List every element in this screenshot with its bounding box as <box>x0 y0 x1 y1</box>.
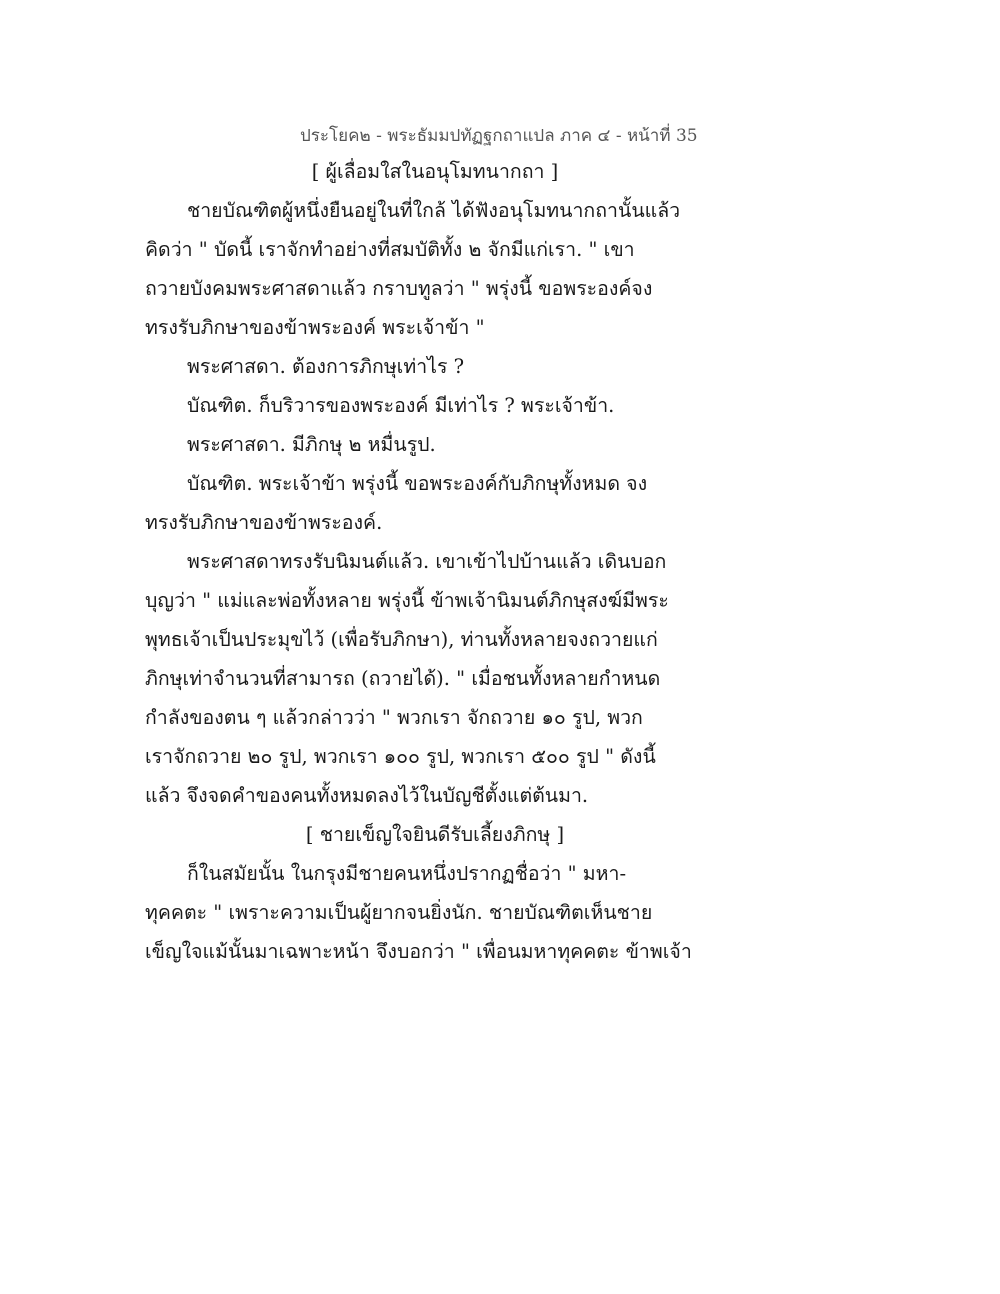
dialogue-line: บัณฑิต. ก็บริวารของพระองค์ มีเท่าไร ? พระเจ้าข้า. <box>187 394 615 417</box>
running-header: ประโยค๒ - พระธัมมปทัฏฐกถาแปล ภาค ๔ - หน้าที่ 35 <box>300 126 698 146</box>
paragraph-line: เราจักถวาย ๒๐ รูป, พวกเรา ๑๐๐ รูป, พวกเรา ๕๐๐ รูป " ดังนี้ <box>145 745 656 768</box>
section-heading: [ ชายเข็ญใจยินดีรับเลี้ยงภิกษุ ] <box>305 823 565 846</box>
paragraph-line: ถวายบังคมพระศาสดาแล้ว กราบทูลว่า " พรุ่งนี้ ขอพระองค์จง <box>145 277 653 300</box>
dialogue-line: บัณฑิต. พระเจ้าข้า พรุ่งนี้ ขอพระองค์กับภิกษุทั้งหมด จง <box>187 472 648 495</box>
dialogue-line: พระศาสดา. มีภิกษุ ๒ หมื่นรูป. <box>187 433 436 456</box>
paragraph-line: ทรงรับภิกษาของข้าพระองค์. <box>145 511 383 534</box>
paragraph-line: ภิกษุเท่าจำนวนที่สามารถ (ถวายได้). " เมื่อชนทั้งหลายกำหนด <box>145 667 661 690</box>
paragraph-line: กำลังของตน ๆ แล้วกล่าวว่า " พวกเรา จักถวาย ๑๐ รูป, พวก <box>145 706 643 729</box>
section-heading: [ ผู้เลื่อมใสในอนุโมทนากถา ] <box>311 160 559 183</box>
paragraph-line: พระศาสดาทรงรับนิมนต์แล้ว. เขาเข้าไปบ้านแล้ว เดินบอก <box>187 550 667 573</box>
paragraph-line: ชายบัณฑิตผู้หนึ่งยืนอยู่ในที่ใกล้ ได้ฟังอนุโมทนากถานั้นแล้ว <box>187 199 681 222</box>
paragraph-line: คิดว่า " บัดนี้ เราจักทำอย่างที่สมบัติทั้ง ๒ จักมีแก่เรา. " เขา <box>145 238 635 261</box>
paragraph-line: ทุคคตะ " เพราะความเป็นผู้ยากจนยิ่งนัก. ชายบัณฑิตเห็นชาย <box>145 901 653 924</box>
dialogue-line: พระศาสดา. ต้องการภิกษุเท่าไร ? <box>187 355 465 378</box>
paragraph-line: พุทธเจ้าเป็นประมุขไว้ (เพื่อรับภิกษา), ท่านทั้งหลายจงถวายแก่ <box>145 628 658 651</box>
paragraph-line: แล้ว จึงจดคำของคนทั้งหมดลงไว้ในบัญชีตั้งแต่ต้นมา. <box>145 784 589 807</box>
paragraph-line: ทรงรับภิกษาของข้าพระองค์ พระเจ้าข้า " <box>145 316 485 339</box>
paragraph-line: บุญว่า " แม่และพ่อทั้งหลาย พรุ่งนี้ ข้าพเจ้านิมนต์ภิกษุสงฆ์มีพระ <box>145 589 669 612</box>
paragraph-line: เข็ญใจแม้นั้นมาเฉพาะหน้า จึงบอกว่า " เพื่อนมหาทุคคตะ ข้าพเจ้า <box>145 940 692 963</box>
paragraph-line: ก็ในสมัยนั้น ในกรุงมีชายคนหนึ่งปรากฏชื่อว่า " มหา- <box>187 862 627 885</box>
body-text <box>145 152 705 971</box>
